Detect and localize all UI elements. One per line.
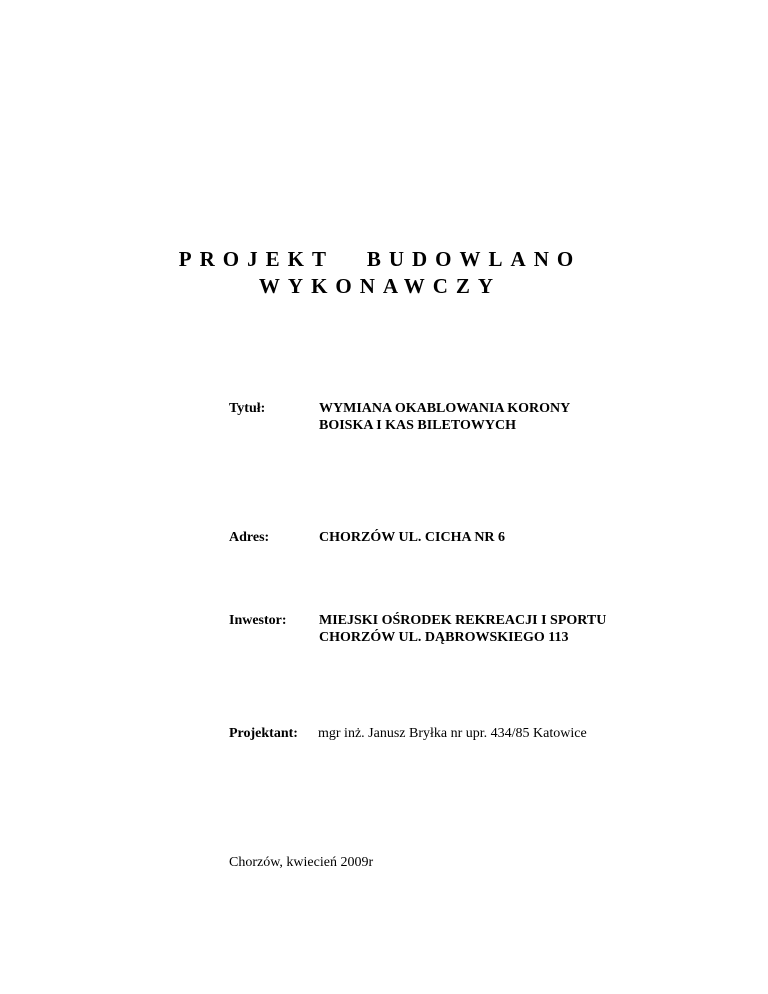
- field-adres-value: [319, 529, 505, 546]
- field-inwestor-value: [319, 612, 606, 646]
- document-title-line-2: WYKONAWCZY: [258, 274, 502, 298]
- field-tytul-value-line-1: WYMIANA OKABLOWANIA KORONY: [319, 401, 571, 416]
- field-adres-value-line-1: CHORZÓW UL. CICHA NR 6: [319, 530, 506, 545]
- field-tytul-value-line-2: BOISKA I KAS BILETOWYCH: [319, 418, 516, 433]
- field-adres-label: Adres:: [229, 530, 270, 545]
- field-inwestor-label: Inwestor:: [229, 613, 287, 628]
- field-tytul-value: [319, 400, 570, 434]
- field-inwestor-value-line-2: CHORZÓW UL. DĄBROWSKIEGO 113: [319, 630, 569, 645]
- field-inwestor-value-line-1: MIEJSKI OŚRODEK REKREACJI I SPORTU: [319, 613, 607, 628]
- field-tytul-label: Tytuł:: [229, 401, 266, 416]
- document-title-line-1: PROJEKT BUDOWLANO: [178, 247, 582, 271]
- field-projektant-value-line-1: mgr inż. Janusz Bryłka nr upr. 434/85 Katowice: [318, 726, 587, 741]
- field-projektant-value: [318, 725, 587, 742]
- document-footer-place-date: Chorzów, kwiecień 2009r: [229, 855, 374, 870]
- field-projektant-label: Projektant:: [229, 726, 298, 741]
